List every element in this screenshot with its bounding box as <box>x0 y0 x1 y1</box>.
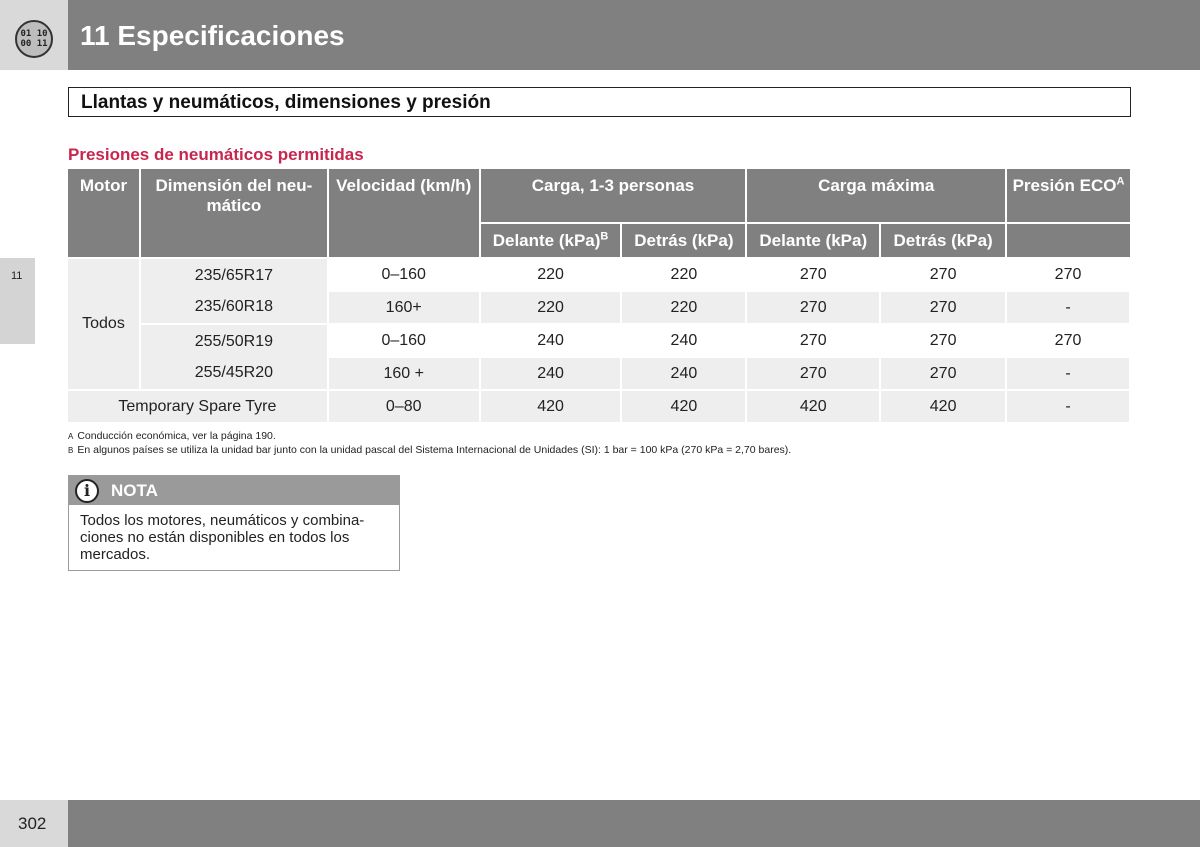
rear-max-cell: 420 <box>880 390 1006 423</box>
table-row <box>68 324 1130 357</box>
front-load-1-cell: 240 <box>480 357 622 390</box>
header-presion-eco <box>1006 169 1130 223</box>
front-load-1-cell: 420 <box>480 390 622 423</box>
footnote-b <box>68 444 791 456</box>
footer-bar <box>68 800 1200 847</box>
speed-cell: 0–80 <box>328 390 480 423</box>
dimension-group-1 <box>140 258 328 324</box>
header-eco-empty <box>1006 223 1130 258</box>
header-delante-1-label: Delante (kPa) <box>492 230 601 250</box>
motor-cell: Todos <box>68 258 140 390</box>
speed-cell: 0–160 <box>328 258 480 291</box>
header-delante-1 <box>480 223 622 258</box>
dimension-value: 255/50R19 <box>194 333 273 350</box>
dimension-group-2 <box>140 324 328 390</box>
rear-load-1-cell: 220 <box>621 291 746 324</box>
rear-load-1-cell: 420 <box>621 390 746 423</box>
eco-cell: - <box>1006 390 1130 423</box>
rear-load-1-cell: 240 <box>621 324 746 357</box>
table-row <box>68 258 1130 291</box>
footnote-mark: A <box>68 432 74 441</box>
icon-line-2: 00 11 <box>20 39 48 49</box>
icon-line-1: 01 10 <box>20 29 48 39</box>
note-title: NOTA <box>111 481 158 500</box>
tire-pressure-table <box>68 169 1131 424</box>
eco-cell: - <box>1006 291 1130 324</box>
front-load-1-cell: 220 <box>480 258 622 291</box>
footnote-mark: B <box>68 446 74 455</box>
section-title: Llantas y neumáticos, dimensiones y presión <box>81 92 491 113</box>
speed-cell: 160+ <box>328 291 480 324</box>
front-max-cell: 270 <box>746 291 880 324</box>
note-body: Todos los motores, neumáticos y combina-ciones no están disponibles en todos los mercados. <box>80 512 365 563</box>
specifications-icon <box>15 20 53 58</box>
rear-load-1-cell: 240 <box>621 357 746 390</box>
header-presion-eco-label: Presión ECO <box>1012 176 1117 195</box>
table-row-spare <box>68 390 1130 423</box>
chapter-title: 11 Especificaciones <box>80 20 345 51</box>
header-motor: Motor <box>68 169 140 258</box>
subsection-title: Presiones de neumáticos permitidas <box>68 145 364 164</box>
rear-max-cell: 270 <box>880 357 1006 390</box>
footnote-ref-a: A <box>1116 175 1125 188</box>
chapter-side-tab <box>0 258 35 344</box>
front-max-cell: 270 <box>746 258 880 291</box>
header-carga-1-3: Carga, 1-3 personas <box>480 169 747 223</box>
eco-cell: - <box>1006 357 1130 390</box>
front-max-cell: 420 <box>746 390 880 423</box>
header-dimension: Dimensión del neu-mático <box>140 169 328 258</box>
eco-cell: 270 <box>1006 324 1130 357</box>
rear-max-cell: 270 <box>880 291 1006 324</box>
header-velocidad: Velocidad (km/h) <box>328 169 480 258</box>
dimension-value: 235/60R18 <box>194 298 273 315</box>
side-tab-label: 11 <box>11 270 23 282</box>
footnote-ref-b: B <box>600 229 609 242</box>
spare-tyre-label: Temporary Spare Tyre <box>68 390 328 423</box>
front-load-1-cell: 220 <box>480 291 622 324</box>
rear-max-cell: 270 <box>880 324 1006 357</box>
front-load-1-cell: 240 <box>480 324 622 357</box>
note-header <box>69 476 399 505</box>
header-delante-2: Delante (kPa) <box>746 223 880 258</box>
footnote-text: En algunos países se utiliza la unidad bar junto con la unidad pascal del Sistema Internacional de Unidades (SI): 1 bar = 100 kPa (270 kPa = 2,70 bares). <box>77 444 792 456</box>
chapter-icon-area <box>0 0 68 70</box>
footnote-text: Conducción económica, ver la página 190. <box>77 430 276 442</box>
eco-cell: 270 <box>1006 258 1130 291</box>
dimension-value: 235/65R17 <box>194 267 273 284</box>
speed-cell: 160 + <box>328 357 480 390</box>
rear-max-cell: 270 <box>880 258 1006 291</box>
rear-load-1-cell: 220 <box>621 258 746 291</box>
header-detras-1: Detrás (kPa) <box>621 223 746 258</box>
info-icon: i <box>75 479 99 503</box>
front-max-cell: 270 <box>746 324 880 357</box>
page-number: 302 <box>18 814 47 833</box>
speed-cell: 0–160 <box>328 324 480 357</box>
footnote-a <box>68 430 276 442</box>
header-carga-maxima: Carga máxima <box>746 169 1006 223</box>
section-title-box <box>68 87 1131 117</box>
front-max-cell: 270 <box>746 357 880 390</box>
header-detras-2: Detrás (kPa) <box>880 223 1006 258</box>
dimension-value: 255/45R20 <box>194 364 273 381</box>
note-box <box>68 475 400 571</box>
